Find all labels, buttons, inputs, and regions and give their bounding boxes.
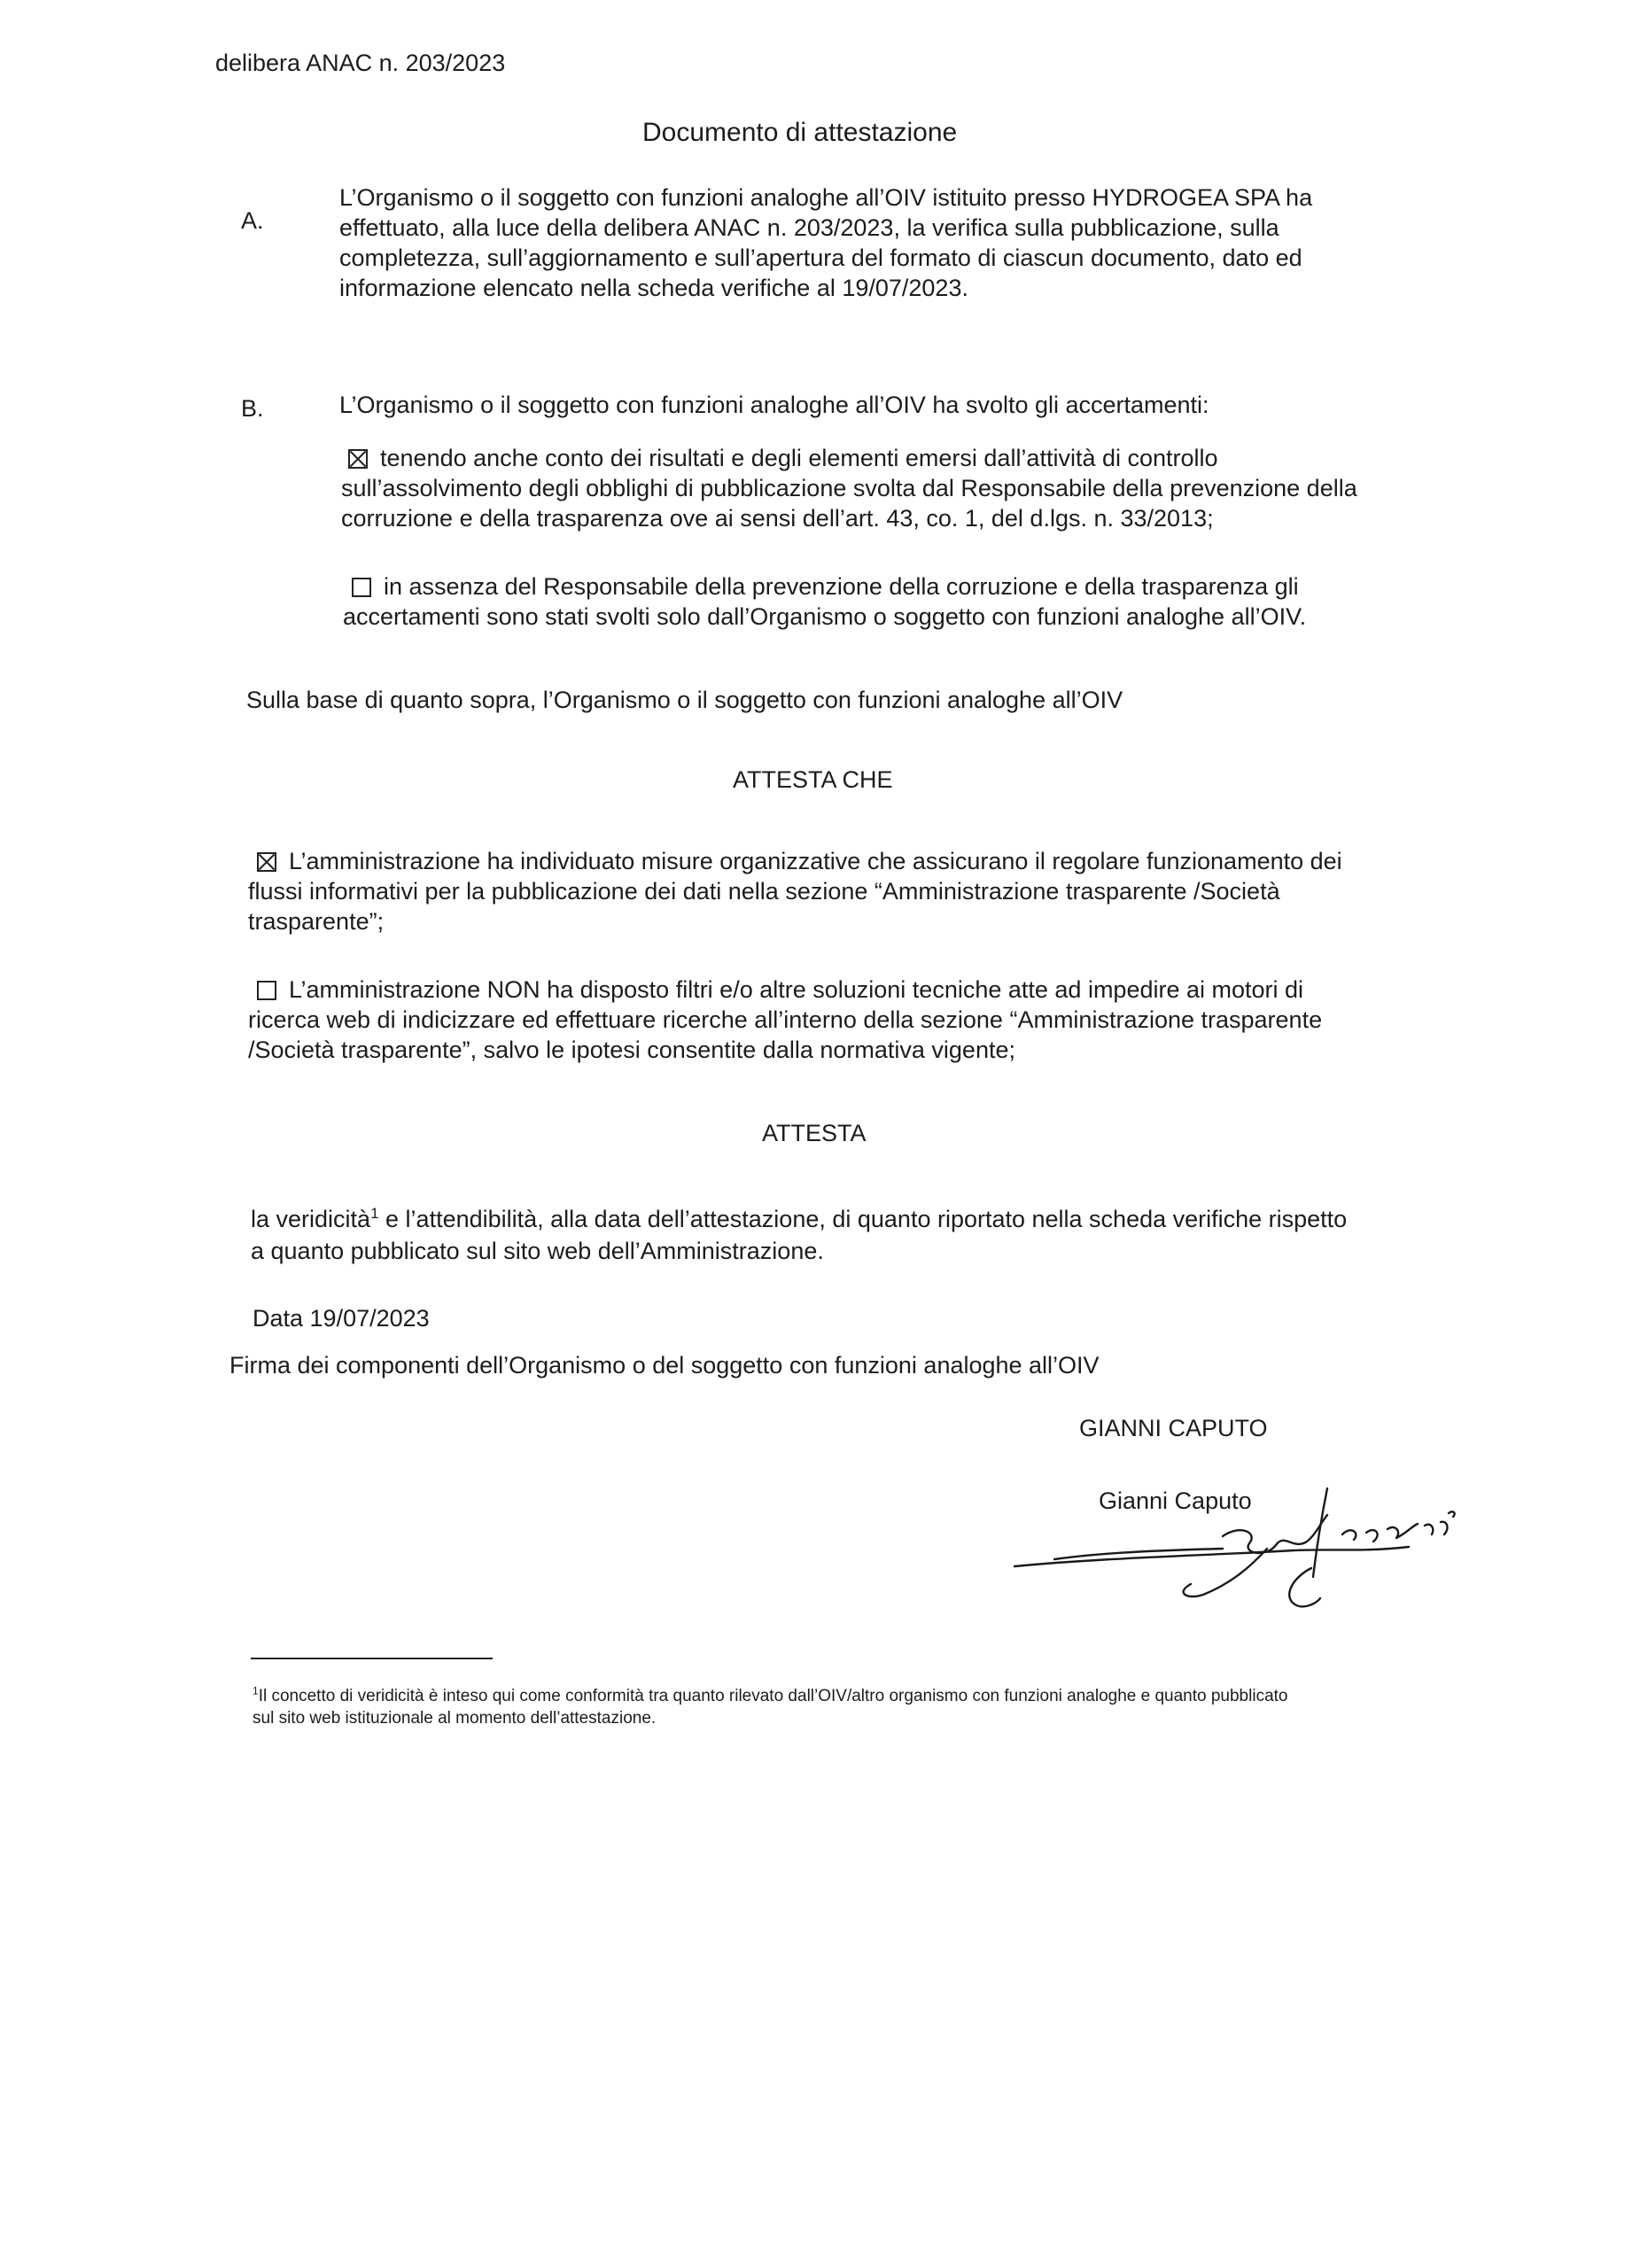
text-line: L’amministrazione ha individuato misure organizzative che assicurano il regolare funzionamento dei <box>289 848 1342 874</box>
text-line: L’Organismo o il soggetto con funzioni analoghe all’OIV istituito presso HYDROGEA SPA ha <box>339 184 1313 211</box>
section-b-option-2 <box>343 571 1307 632</box>
text-line: in assenza del Responsabile della prevenzione della corruzione e della trasparenza gli <box>384 573 1299 600</box>
text-line: corruzione e della trasparenza ove ai sensi dell’art. 43, co. 1, del d.lgs. n. 33/2013; <box>341 505 1214 532</box>
basis-statement: Sulla base di quanto sopra, l’Organismo o il soggetto con funzioni analoghe all’OIV <box>246 687 1123 713</box>
page-title: Documento di attestazione <box>642 118 958 147</box>
footnote <box>253 1685 1287 1729</box>
footnote-mark: 1 <box>253 1684 259 1697</box>
attesta-heading: ATTESTA <box>762 1120 867 1146</box>
text-line: L’amministrazione NON ha disposto filtri e/o altre soluzioni tecniche atte ad impedire ai motori di <box>289 976 1304 1003</box>
section-b-intro: L’Organismo o il soggetto con funzioni analoghe all’OIV ha svolto gli accertamenti: <box>339 392 1209 418</box>
document-reference: delibera ANAC n. 203/2023 <box>215 50 506 76</box>
footnote-divider <box>251 1658 493 1659</box>
section-b-option-1 <box>341 443 1357 533</box>
veridicita-statement <box>251 1203 1347 1267</box>
footnote-text: sul sito web istituzionale al momento dell’attestazione. <box>253 1709 657 1728</box>
text-fragment: e l’attendibilità, alla data dell’attestazione, di quanto riportato nella scheda verifiche rispetto <box>378 1206 1348 1232</box>
date-line: Data 19/07/2023 <box>253 1305 430 1332</box>
text-line: a quanto pubblicato sul sito web dell’Amministrazione. <box>251 1238 824 1264</box>
signature-caption: Firma dei componenti dell’Organismo o del soggetto con funzioni analoghe all’OIV <box>229 1352 1100 1379</box>
text-line: ricerca web di indicizzare ed effettuare ricerche all’interno della sezione “Amministrazione trasparente <box>248 1006 1323 1033</box>
section-a-label: A. <box>241 207 264 234</box>
checkbox-checked <box>257 852 276 872</box>
checkbox-unchecked <box>257 981 276 1000</box>
handwritten-signature <box>1001 1471 1497 1621</box>
text-line: trasparente”; <box>248 908 385 935</box>
footnote-ref: 1 <box>370 1205 379 1222</box>
section-b-label: B. <box>241 395 264 422</box>
claim-2 <box>248 975 1323 1065</box>
text-line: /Società trasparente”, salvo le ipotesi consentite dalla normativa vigente; <box>248 1037 1015 1063</box>
text-line: completezza, sull’aggiornamento e sull’apertura del formato di ciascun documento, dato ed <box>339 245 1302 271</box>
checkbox-checked <box>348 449 368 469</box>
section-a-text <box>339 183 1312 303</box>
text-line: flussi informativi per la pubblicazione dei dati nella sezione “Amministrazione trasparente /Società <box>248 878 1280 905</box>
footnote-text: Il concetto di veridicità è inteso qui come conformità tra quanto rilevato dall’OIV/altro organismo con funzioni analoghe e quanto pubblicato <box>258 1687 1288 1705</box>
text-line: sull’assolvimento degli obblighi di pubblicazione svolta dal Responsabile della prevenzione della <box>341 475 1357 501</box>
text-line: accertamenti sono stati svolti solo dall’Organismo o soggetto con funzioni analoghe all’OIV. <box>343 603 1307 630</box>
text-line: tenendo anche conto dei risultati e degli elementi emersi dall’attività di controllo <box>380 445 1218 471</box>
claim-1 <box>248 846 1342 936</box>
text-line: informazione elencato nella scheda verifiche al 19/07/2023. <box>339 275 968 301</box>
signer-name-upper: GIANNI CAPUTO <box>1079 1415 1268 1441</box>
text-fragment: la veridicità <box>251 1206 371 1232</box>
checkbox-unchecked <box>352 578 371 597</box>
attesta-che-heading: ATTESTA CHE <box>733 766 893 793</box>
signer-name: Gianni Caputo <box>1099 1487 1252 1514</box>
text-line: effettuato, alla luce della delibera ANAC n. 203/2023, la verifica sulla pubblicazione, sulla <box>339 214 1279 241</box>
